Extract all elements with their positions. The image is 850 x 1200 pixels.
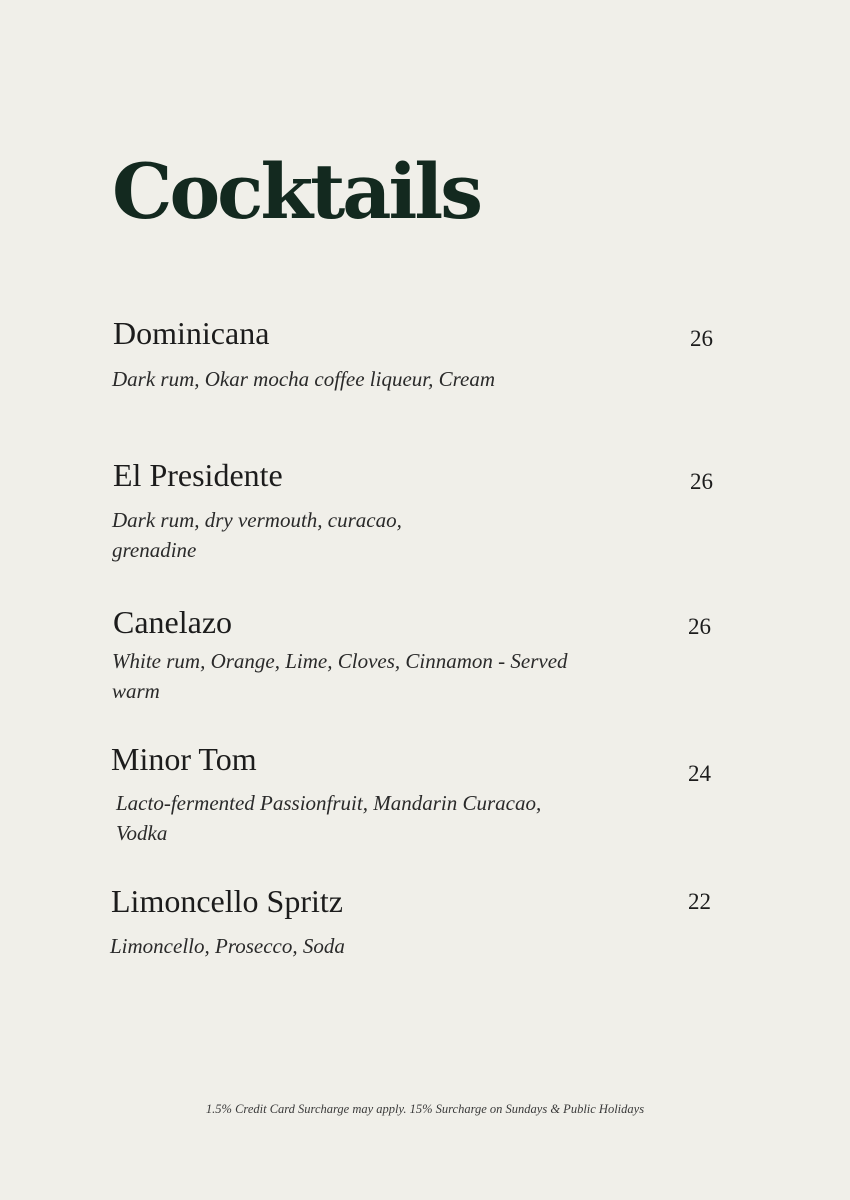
page-title: Cocktails xyxy=(112,147,480,236)
menu-item-name: Minor Tom xyxy=(111,741,257,777)
menu-item-name: Canelazo xyxy=(113,604,233,640)
menu-item-description: Limoncello, Prosecco, Soda xyxy=(110,934,345,958)
menu-item-price: 22 xyxy=(688,889,711,914)
menu-item-price: 26 xyxy=(688,614,711,639)
menu-item-description: Lacto-fermented Passionfruit, Mandarin Curacao, Vodka xyxy=(116,791,542,845)
menu-item-description: Dark rum, dry vermouth, curacao, grenadine xyxy=(112,508,402,562)
menu-item-name: El Presidente xyxy=(113,457,283,493)
menu-item-price: 26 xyxy=(690,326,713,351)
menu-item-name: Limoncello Spritz xyxy=(111,883,343,919)
menu-item-description: White rum, Orange, Lime, Cloves, Cinnamon - Served warm xyxy=(112,649,568,703)
menu-item-price: 24 xyxy=(688,761,711,786)
menu-item-name: Dominicana xyxy=(113,315,270,351)
surcharge-note: 1.5% Credit Card Surcharge may apply. 15% Surcharge on Sundays & Public Holidays xyxy=(205,1102,645,1116)
menu-item-price: 26 xyxy=(690,469,713,494)
menu-item-description: Dark rum, Okar mocha coffee liqueur, Cream xyxy=(112,367,495,391)
